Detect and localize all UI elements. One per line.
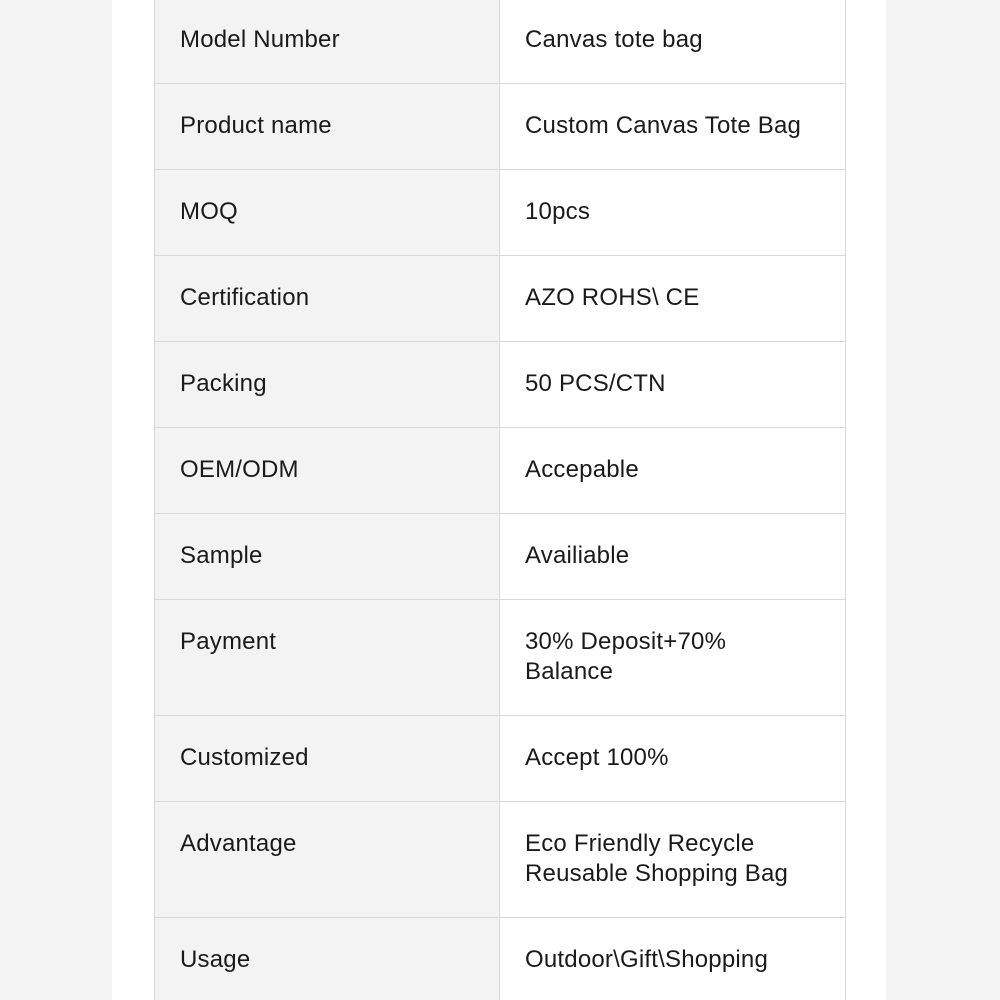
row-value: Outdoor\Gift\Shopping [500, 918, 846, 1000]
table-row-advantage [155, 802, 846, 918]
row-label: Customized [155, 716, 500, 802]
table-row-customized [155, 716, 846, 802]
table-row-usage [155, 918, 846, 1000]
table-row-packing [155, 342, 846, 428]
table-row-payment [155, 600, 846, 716]
row-value: 30% Deposit+70% Balance [500, 600, 846, 716]
row-value: Availiable [500, 514, 846, 600]
row-label: Payment [155, 600, 500, 716]
row-label: Model Number [155, 0, 500, 84]
table-row-model-number [155, 0, 846, 84]
row-value: Accepable [500, 428, 846, 514]
row-value: AZO ROHS\ CE [500, 256, 846, 342]
row-value: Canvas tote bag [500, 0, 846, 84]
row-value: 10pcs [500, 170, 846, 256]
table-row-product-name [155, 84, 846, 170]
row-label: Sample [155, 514, 500, 600]
row-label: Certification [155, 256, 500, 342]
product-spec-table [154, 0, 846, 1000]
table-row-moq [155, 170, 846, 256]
row-label: Packing [155, 342, 500, 428]
row-value: 50 PCS/CTN [500, 342, 846, 428]
row-label: OEM/ODM [155, 428, 500, 514]
row-label: Product name [155, 84, 500, 170]
table-row-oem-odm [155, 428, 846, 514]
row-value: Accept 100% [500, 716, 846, 802]
row-label: Usage [155, 918, 500, 1000]
row-label: Advantage [155, 802, 500, 918]
row-value: Custom Canvas Tote Bag [500, 84, 846, 170]
table-row-certification [155, 256, 846, 342]
row-value: Eco Friendly Recycle Reusable Shopping Bag [500, 802, 846, 918]
row-label: MOQ [155, 170, 500, 256]
table-row-sample [155, 514, 846, 600]
